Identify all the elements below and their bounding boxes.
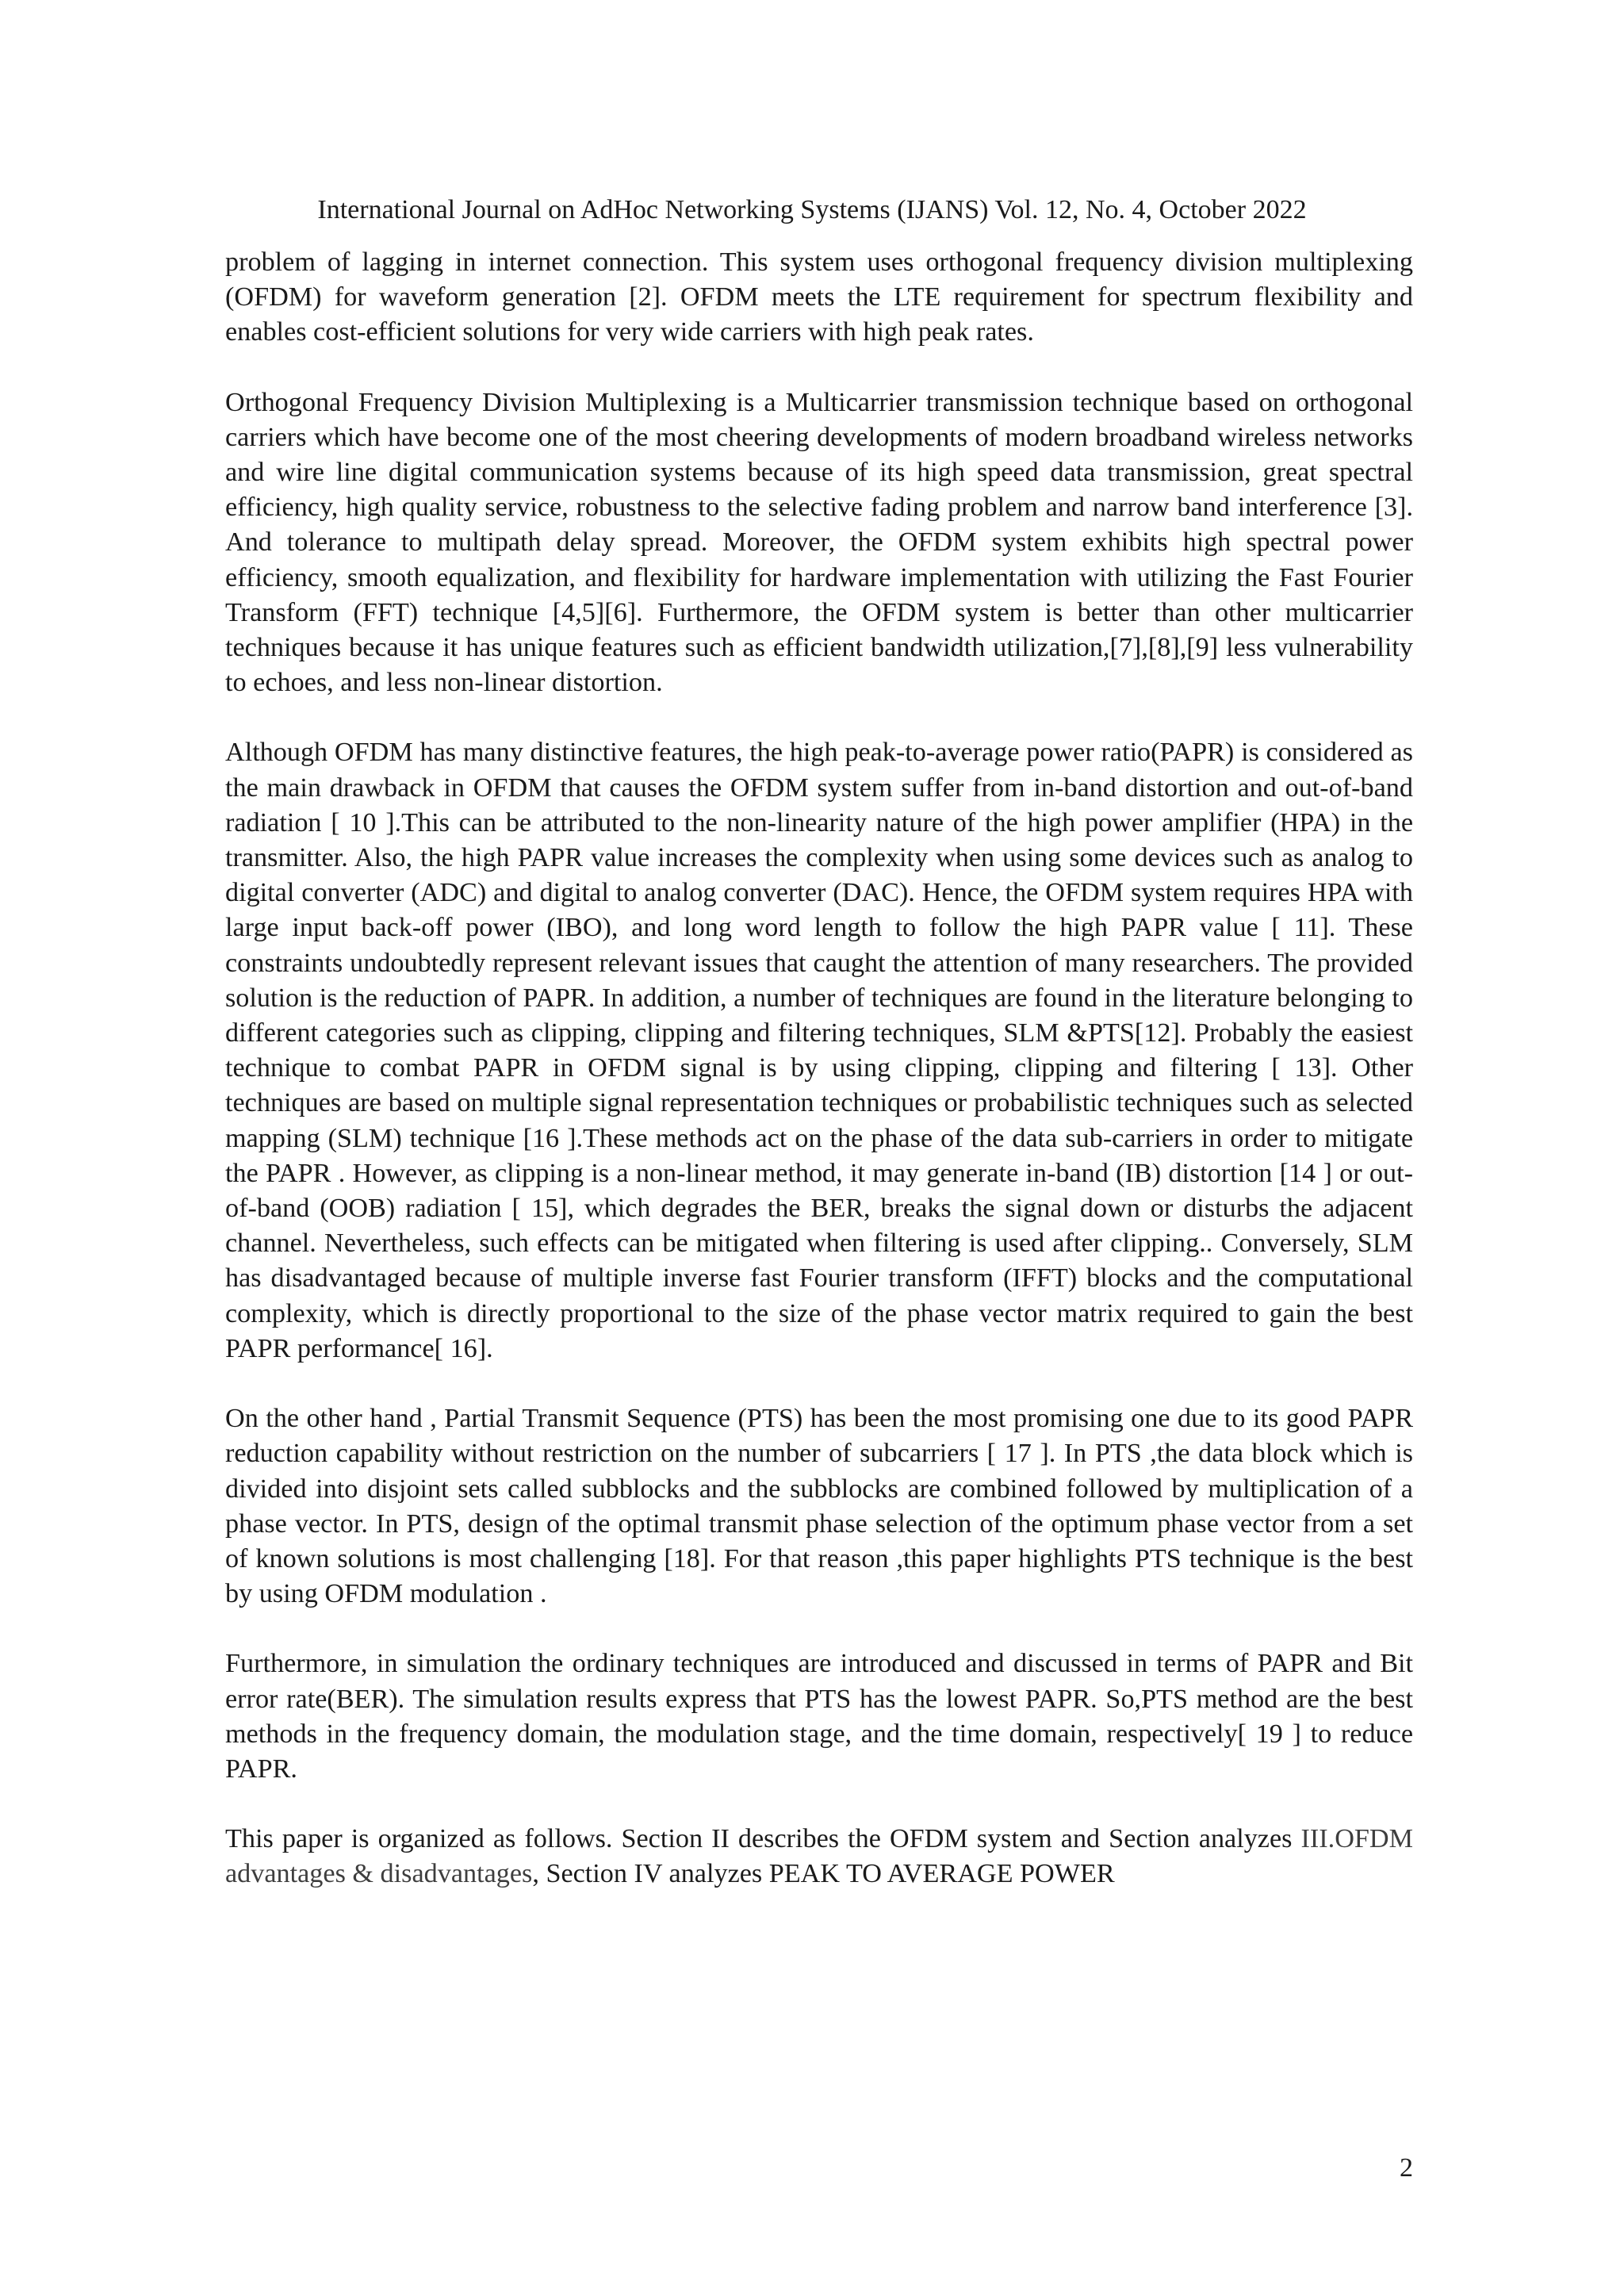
- section-iii-reference-link[interactable]: III.OFDM advantages & disadvantages: [225, 1824, 1413, 1889]
- paragraph-organization: [225, 1822, 1413, 1892]
- paragraph-simulation: Furthermore, in simulation the ordinary techniques are introduced and discussed in terms of PAPR and Bit error rate(BER). The simulation results express that PTS has the lowest PAPR. So,PTS method are the best methods in the frequency domain, the modulation stage, and the time domain, respectively[ 19 ] to reduce PAPR.: [225, 1649, 1413, 1784]
- body-text: [225, 245, 1413, 1892]
- paragraph-pts: On the other hand , Partial Transmit Sequence (PTS) has been the most promising one due to its good PAPR reduction capability without restriction on the number of subcarriers [ 17 ]. In PTS ,the data block which is divided into disjoint sets called subblocks and the subblocks are combined followed by multiplication of a phase vector. In PTS, design of the optimal transmit phase selection of the optimum phase vector from a set of known solutions is most challenging [18]. For that reason ,this paper highlights PTS technique is the best by using OFDM modulation .: [225, 1404, 1413, 1609]
- paragraph-ofdm-overview: Orthogonal Frequency Division Multiplexing is a Multicarrier transmission technique based on orthogonal carriers which have become one of the most cheering developments of modern broadband wireless networks and wire line digital communication systems because of its high speed data transmission, great spectral efficiency, high quality service, robustness to the selective fading problem and narrow band interference [3]. And tolerance to multipath delay spread. Moreover, the OFDM system exhibits high spectral power efficiency, smooth equalization, and flexibility for hardware implementation with utilizing the Fast Fourier Transform (FFT) technique [4,5][6]. Furthermore, the OFDM system is better than other multicarrier techniques because it has unique features such as efficient bandwidth utilization,[7],[8],[9] less vulnerability to echoes, and less non-linear distortion.: [225, 387, 1413, 698]
- paragraph-papr-drawback: Although OFDM has many distinctive features, the high peak-to-average power ratio(PAPR) is considered as the main drawback in OFDM that causes the OFDM system suffer from in-band distortion and out-of-band radiation [ 10 ].This can be attributed to the non-linearity nature of the high power amplifier (HPA) in the transmitter. Also, the high PAPR value increases the complexity when using some devices such as analog to digital converter (ADC) and digital to analog converter (DAC). Hence, the OFDM system requires HPA with large input back-off power (IBO), and long word length to follow the high PAPR value [ 11]. These constraints undoubtedly represent relevant issues that caught the attention of many researchers. The provided solution is the reduction of PAPR. In addition, a number of techniques are found in the literature belonging to different categories such as clipping, clipping and filtering techniques, SLM &PTS[12]. Probably the easiest technique to combat PAPR in OFDM signal is by using clipping, clipping and filtering [ 13]. Other techniques are based on multiple signal representation techniques or probabilistic techniques such as selected mapping (SLM) technique [16 ].These methods act on the phase of the data sub-carriers in order to mitigate the PAPR . However, as clipping is a non-linear method, it may generate in-band (IB) distortion [14 ] or out-of-band (OOB) radiation [ 15], which degrades the BER, breaks the signal down or disturbs the adjacent channel. Nevertheless, such effects can be mitigated when filtering is used after clipping.. Conversely, SLM has disadvantaged because of multiple inverse fast Fourier transform (IFFT) blocks and the computational complexity, which is directly proportional to the size of the phase vector matrix required to gain the best PAPR performance[ 16].: [225, 738, 1413, 1363]
- paragraph-intro-continuation: problem of lagging in internet connection. This system uses orthogonal frequency division multiplexing (OFDM) for waveform generation [2]. OFDM meets the LTE requirement for spectrum flexibility and enables cost-efficient solutions for very wide carriers with high peak rates.: [225, 247, 1413, 347]
- running-header: International Journal on AdHoc Networking Systems (IJANS) Vol. 12, No. 4, October 2022: [317, 195, 1307, 224]
- organization-lead-text: This paper is organized as follows. Section II describes the OFDM system and Section analyzes: [225, 1824, 1301, 1854]
- organization-tail-text: , Section IV analyzes PEAK TO AVERAGE POWER: [532, 1859, 1115, 1889]
- page-number: 2: [1400, 2153, 1413, 2183]
